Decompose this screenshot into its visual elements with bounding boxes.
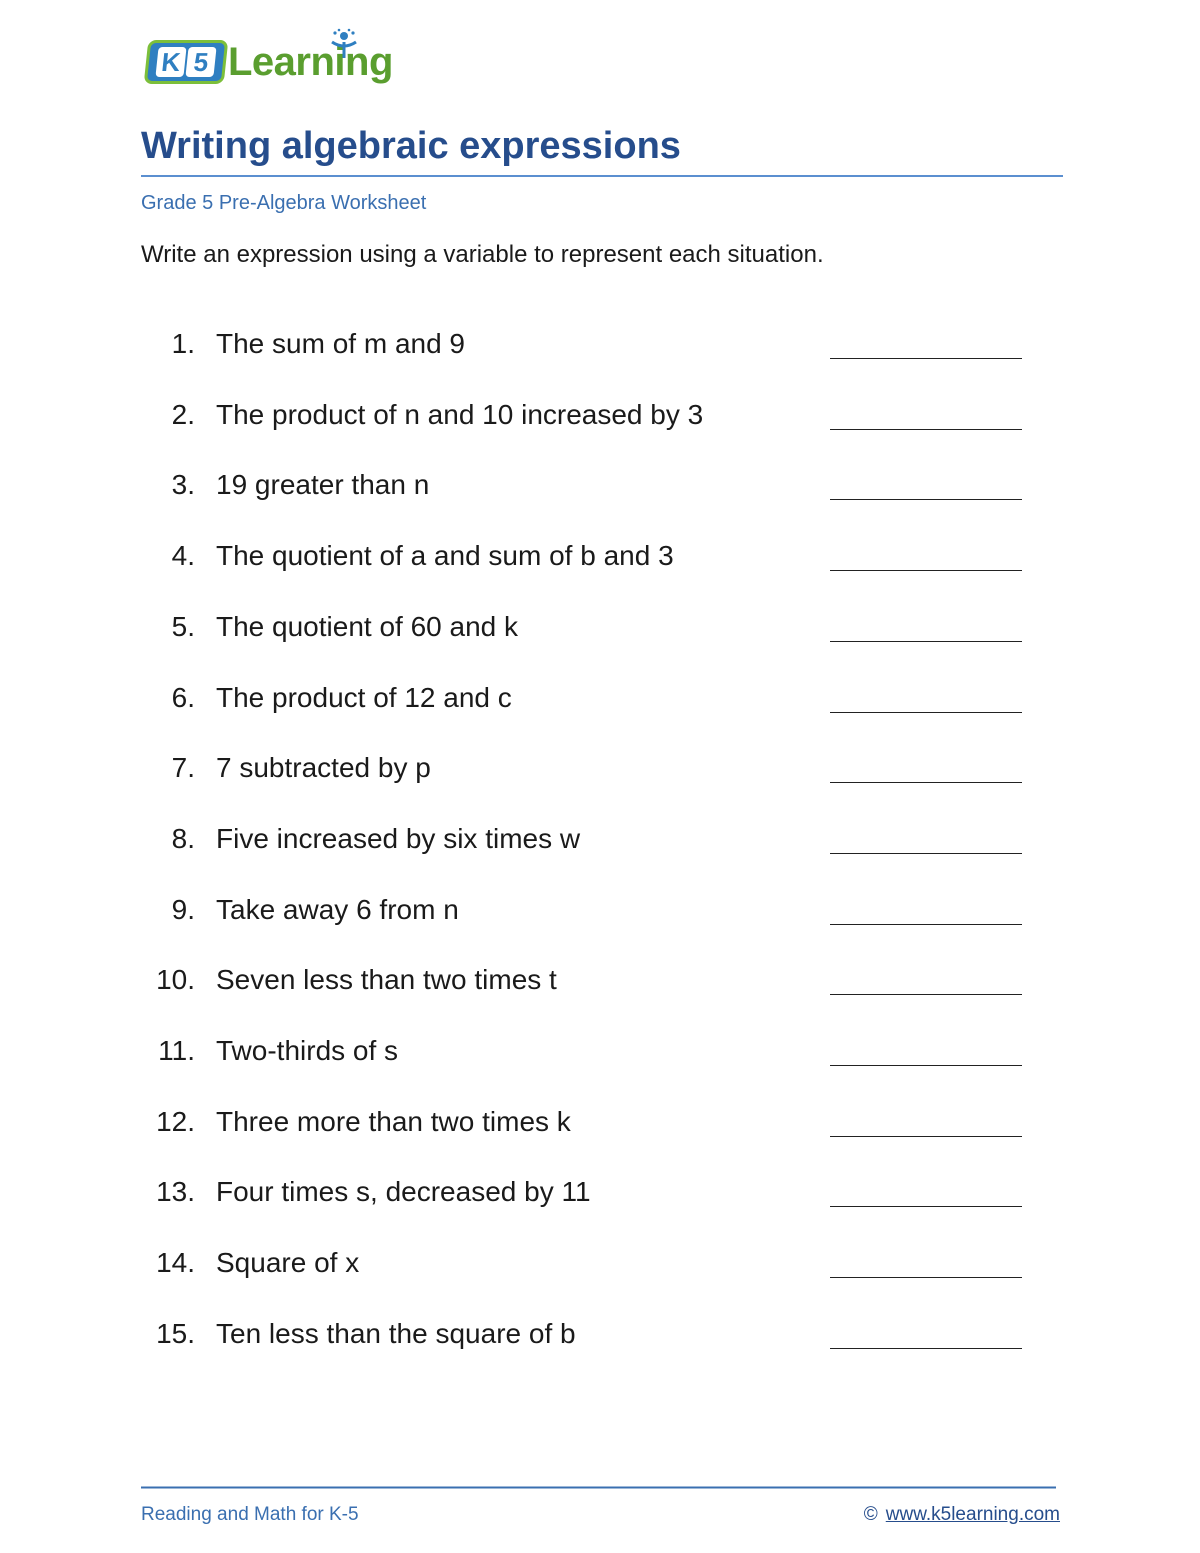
worksheet-subtitle: Grade 5 Pre-Algebra Worksheet [141,192,427,214]
answer-line[interactable] [830,924,1022,925]
footer-tagline: Reading and Math for K-5 [141,1504,359,1525]
question-number: 5. [171,610,195,642]
logo-badge-5: 5 [185,47,216,77]
question-number: 12. [156,1105,195,1137]
question-number: 8. [171,822,195,854]
title-divider [141,175,1063,177]
question-item [0,680,1200,720]
question-item [0,892,1200,932]
answer-line[interactable] [830,1348,1022,1349]
question-number: 6. [171,681,195,713]
question-text: Square of x [216,1247,360,1279]
question-text: 7 subtracted by p [216,752,431,784]
question-text: Three more than two times k [216,1105,571,1137]
answer-line[interactable] [830,1277,1022,1278]
question-item [0,1316,1200,1356]
question-text: The product of 12 and c [216,681,512,713]
question-text: The quotient of 60 and k [216,610,518,642]
question-text: Five increased by six times w [216,822,581,854]
logo-badge-k: K [155,47,186,77]
question-text: Four times s, decreased by 11 [216,1176,591,1208]
question-number: 11. [158,1035,195,1066]
question-item [0,1174,1200,1214]
answer-line[interactable] [830,1065,1022,1066]
question-text: Two-thirds of s [216,1035,399,1066]
question-number: 3. [171,469,195,501]
question-number: 10. [156,964,195,996]
question-text: The quotient of a and sum of b and 3 [216,540,674,572]
question-item [0,538,1200,578]
question-text: Take away 6 from n [216,893,459,925]
question-number: 2. [171,398,195,430]
answer-line[interactable] [830,429,1022,430]
question-number: 9. [171,893,195,925]
answer-line[interactable] [830,641,1022,642]
logo-badge [144,40,229,84]
question-item [0,397,1200,437]
question-item [0,962,1200,1002]
question-text: The sum of m and 9 [216,328,466,359]
question-number: 13. [156,1176,195,1208]
answer-line[interactable] [830,782,1022,783]
question-number: 15. [156,1317,195,1349]
answer-line[interactable] [830,994,1022,995]
footer-copyright [864,1503,1060,1527]
question-number: 14. [156,1247,195,1279]
k5-learning-logo [146,28,406,88]
question-item [0,326,1200,366]
question-text: 19 greater than n [216,469,430,501]
answer-line[interactable] [830,1206,1022,1207]
question-number: 4. [171,540,195,572]
answer-line[interactable] [830,570,1022,571]
question-text: Seven less than two times t [216,964,557,996]
logo-figure-icon [324,28,364,62]
question-item [0,1245,1200,1285]
question-item [0,609,1200,649]
question-item [0,821,1200,861]
answer-line[interactable] [830,1136,1022,1137]
question-item [0,1104,1200,1144]
answer-line[interactable] [830,499,1022,500]
footer-website-link[interactable]: www.k5learning.com [885,1504,1060,1525]
question-text: The product of n and 10 increased by 3 [216,398,704,430]
instructions: Write an expression using a variable to represent each situation. [141,241,824,268]
question-item [0,1033,1200,1073]
logo-word: Learning [228,40,393,84]
page-title: Writing algebraic expressions [141,125,681,167]
answer-line[interactable] [830,712,1022,713]
answer-line[interactable] [830,853,1022,854]
question-item [0,750,1200,790]
question-item [0,467,1200,507]
question-number: 1. [171,328,195,359]
footer-divider [141,1486,1056,1489]
question-number: 7. [171,752,195,784]
answer-line[interactable] [830,358,1022,359]
copyright-symbol: © [863,1504,878,1525]
question-text: Ten less than the square of b [216,1317,576,1349]
